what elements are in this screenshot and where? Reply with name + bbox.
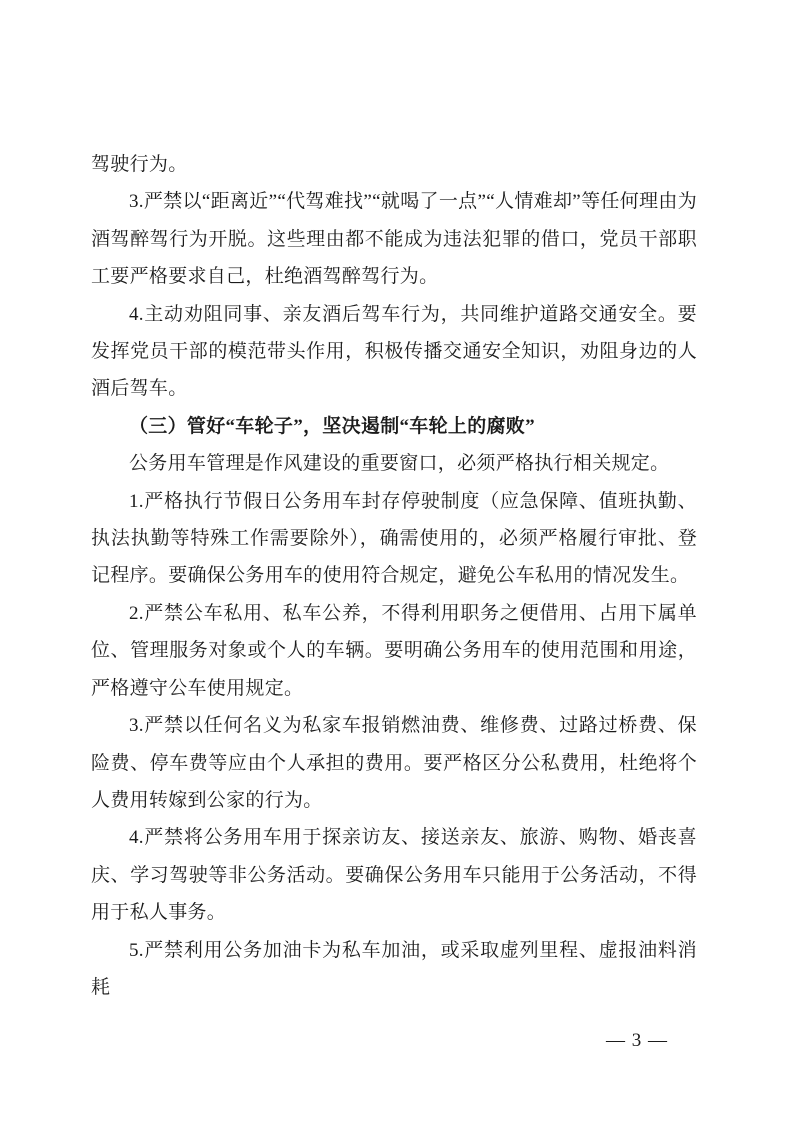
paragraph-item-4-drunk-driving: 4.主动劝阻同事、亲友酒后驾车行为，共同维护道路交通安全。要发挥党员干部的模范带头作用，积极传播交通安全知识，劝阻身边的人酒后驾车。 bbox=[91, 303, 697, 400]
page-number: — 3 — bbox=[606, 1030, 668, 1051]
paragraph-item-5-vehicle: 5.严禁利用公务加油卡为私车加油，或采取虚列里程、虚报油料消耗 bbox=[91, 939, 697, 998]
paragraph-continuation: 驾驶行为。 bbox=[91, 154, 188, 175]
document-body bbox=[91, 146, 697, 1006]
paragraph-section-intro: 公务用车管理是作风建设的重要窗口，必须严格执行相关规定。 bbox=[129, 453, 670, 475]
paragraph-item-3-vehicle: 3.严禁以任何名义为私家车报销燃油费、维修费、过路过桥费、保险费、停车费等应由个人承担的费用。要严格区分公私费用，杜绝将个人费用转嫁到公家的行为。 bbox=[91, 715, 697, 811]
paragraph-item-1-vehicle: 1.严格执行节假日公务用车封存停驶制度（应急保障、值班执勤、执法执勤等特殊工作需要除外），确需使用的，必须严格履行审批、登记程序。要确保公务用车的使用符合规定，避免公车私用的情况发生。 bbox=[91, 490, 697, 587]
section-heading: （三）管好“车轮子”，坚决遏制“车轮上的腐败” bbox=[129, 415, 535, 437]
paragraph-item-4-vehicle: 4.严禁将公务用车用于探亲访友、接送亲友、旅游、购物、婚丧喜庆、学习驾驶等非公务活动。要确保公务用车只能用于公务活动，不得用于私人事务。 bbox=[91, 827, 697, 924]
paragraph-item-3-drunk-driving: 3.严禁以“距离近”“代驾难找”“就喝了一点”“人情难却”等任何理由为酒驾醉驾行为开脱。这些理由都不能成为违法犯罪的借口，党员干部职工要严格要求自己，杜绝酒驾醉驾行为。 bbox=[91, 191, 697, 288]
paragraph-item-2-vehicle: 2.严禁公车私用、私车公养，不得利用职务之便借用、占用下属单位、管理服务对象或个人的车辆。要明确公务用车的使用范围和用途，严格遵守公车使用规定。 bbox=[91, 602, 697, 699]
